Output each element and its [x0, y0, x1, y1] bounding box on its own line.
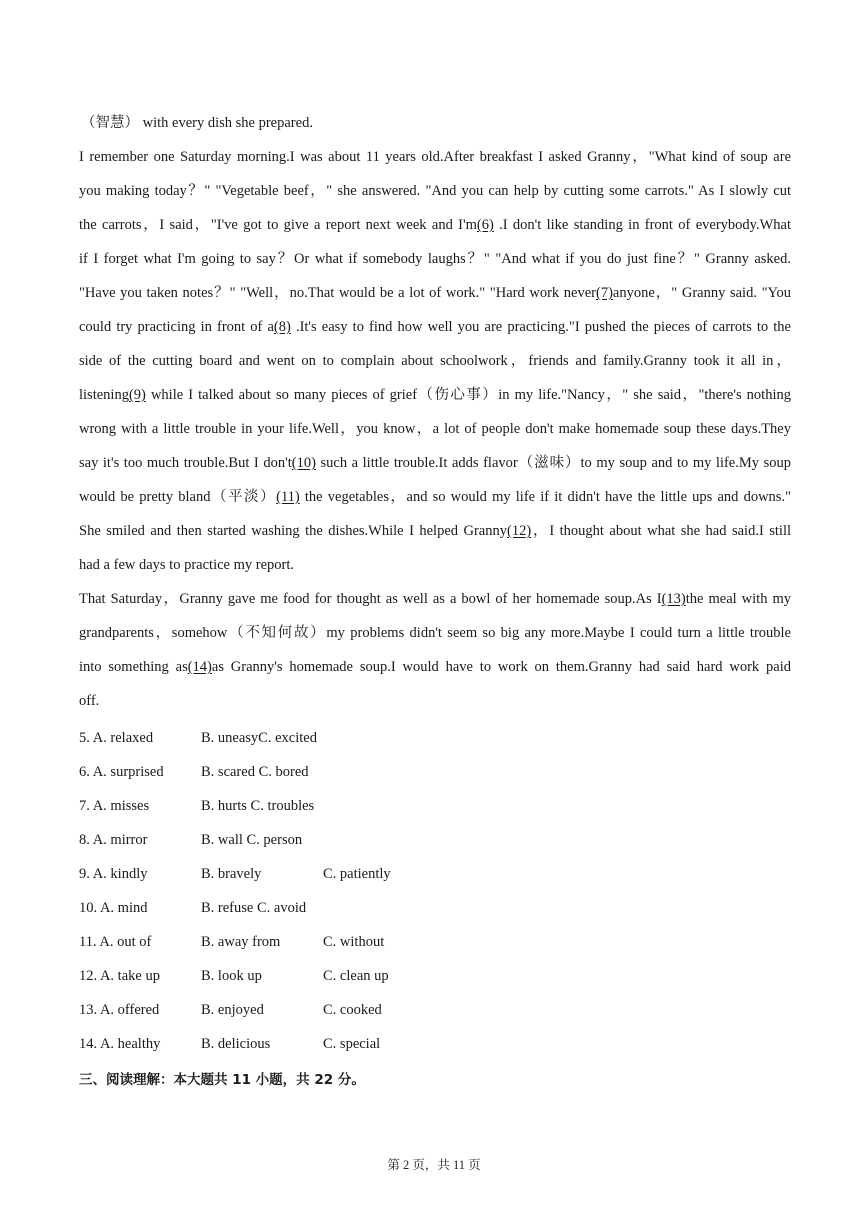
option-row — [79, 959, 479, 993]
passage-text: wrong with a little trouble in your life.Well，you know，a lot of people don't make homemade soup these days.They — [79, 421, 791, 437]
option-a: 11. A. out of — [79, 934, 152, 950]
option-a: 14. A. healthy — [79, 1036, 161, 1052]
option-row — [79, 721, 479, 755]
passage-line — [79, 412, 791, 446]
option-c: C. without — [323, 934, 385, 950]
passage-line — [79, 446, 791, 480]
option-row — [79, 857, 479, 891]
cloze-passage — [79, 106, 791, 718]
option-row — [79, 1027, 479, 1061]
option-b: B. away from — [201, 934, 281, 950]
blank-marker: (8) — [273, 319, 291, 335]
blank-marker: (9) — [128, 387, 146, 403]
passage-line — [79, 310, 791, 344]
option-c: C. patiently — [323, 866, 391, 882]
passage-line — [79, 514, 791, 548]
passage-text: would be pretty bland（平淡） — [79, 489, 277, 505]
option-row — [79, 823, 479, 857]
passage-text: while I talked about so many pieces of grief（伤心事）in my life."Nancy，" she said，"there's nothing — [145, 387, 791, 403]
passage-line — [79, 684, 791, 718]
answer-options — [79, 721, 479, 1061]
passage-text: .It's easy to find how well you are practicing."I pushed the pieces of carrots to the — [290, 319, 791, 335]
passage-text: .I don't like standing in front of everybody.What — [493, 217, 791, 233]
passage-line — [79, 344, 791, 378]
passage-line — [79, 242, 791, 276]
passage-text: side of the cutting board and went on to complain about schoolwork，friends and family.Granny took it all in， — [79, 353, 791, 369]
passage-line — [79, 582, 791, 616]
option-b: B. hurts C. troubles — [201, 798, 315, 814]
blank-marker: (7) — [596, 285, 613, 301]
passage-text: you making today？" "Vegetable beef，" she answered. "And you can help by cutting some carrots." As I slowly cut — [79, 183, 791, 199]
passage-text: the meal with my — [685, 591, 791, 607]
passage-text: （智慧） with every dish she prepared. — [81, 115, 313, 131]
blank-marker: (10) — [291, 455, 316, 471]
passage-text: the vegetables，and so would my life if it didn't have the little ups and downs." — [299, 489, 791, 505]
option-b: B. bravely — [201, 866, 262, 882]
blank-marker: (13) — [661, 591, 686, 607]
option-row — [79, 789, 479, 823]
passage-text: "Have you taken notes？" "Well，no.That would be a lot of work." "Hard work never — [79, 285, 596, 301]
passage-text: off. — [79, 693, 100, 709]
passage-line — [79, 140, 791, 174]
passage-text: as Granny's homemade soup.I would have to work on them.Granny had said hard work paid — [211, 659, 791, 675]
passage-text: say it's too much trouble.But I don't — [79, 455, 292, 471]
option-c: C. special — [323, 1036, 381, 1052]
passage-line — [79, 174, 791, 208]
passage-line — [79, 208, 791, 242]
passage-line — [79, 616, 791, 650]
option-a: 6. A. surprised — [79, 764, 164, 780]
option-row — [79, 993, 479, 1027]
option-b: B. look up — [201, 968, 262, 984]
option-c: C. cooked — [323, 1002, 382, 1018]
page-footer: 第 2 页，共 11 页 — [387, 1158, 481, 1172]
option-row — [79, 891, 479, 925]
option-row — [79, 755, 479, 789]
blank-marker: (14) — [187, 659, 212, 675]
passage-text: such a little trouble.It adds flavor（滋味）to my soup and to my life.My soup — [315, 455, 791, 471]
passage-line — [79, 378, 791, 412]
passage-text: had a few days to practice my report. — [79, 557, 294, 573]
passage-text: That Saturday，Granny gave me food for thought as well as a bowl of her homemade soup.As I — [79, 591, 662, 607]
passage-text: could try practicing in front of a — [79, 319, 274, 335]
passage-line — [79, 548, 791, 582]
passage-text: if I forget what I'm going to say？Or what if somebody laughs？" "And what if you do just fine？" Granny asked. — [79, 251, 791, 267]
passage-text: anyone，" Granny said. "You — [612, 285, 792, 301]
option-a: 5. A. relaxed — [79, 730, 154, 746]
passage-text: the carrots，I said，"I've got to give a report next week and I'm — [79, 217, 477, 233]
option-b: B. scared C. bored — [201, 764, 309, 780]
option-b: B. refuse C. avoid — [201, 900, 307, 916]
passage-text: listening — [79, 387, 129, 403]
blank-marker: (6) — [476, 217, 494, 233]
passage-text: She smiled and then started washing the dishes.While I helped Granny — [79, 523, 507, 539]
option-row — [79, 925, 479, 959]
passage-text: into something as — [79, 659, 188, 675]
blank-marker: (12) — [506, 523, 532, 539]
passage-line — [79, 480, 791, 514]
passage-line — [79, 650, 791, 684]
section-heading: 三、阅读理解：本大题共 11 小题，共 22 分。 — [79, 1072, 365, 1088]
option-a: 8. A. mirror — [79, 832, 148, 848]
option-c: C. clean up — [323, 968, 389, 984]
passage-line — [79, 106, 791, 140]
passage-text: I remember one Saturday morning.I was about 11 years old.After breakfast I asked Granny，"What kind of soup are — [79, 149, 791, 165]
passage-text: ，I thought about what she had said.I still — [531, 523, 792, 539]
passage-text: grandparents，somehow（不知何故）my problems didn't seem so big any more.Maybe I could turn a little trouble — [79, 625, 791, 641]
option-b: B. uneasyC. excited — [201, 730, 317, 746]
passage-line — [79, 276, 791, 310]
option-a: 7. A. misses — [79, 798, 150, 814]
option-b: B. delicious — [201, 1036, 271, 1052]
option-a: 10. A. mind — [79, 900, 148, 916]
option-b: B. wall C. person — [201, 832, 303, 848]
option-a: 9. A. kindly — [79, 866, 148, 882]
option-a: 12. A. take up — [79, 968, 160, 984]
blank-marker: (11) — [276, 489, 300, 505]
option-b: B. enjoyed — [201, 1002, 264, 1018]
option-a: 13. A. offered — [79, 1002, 160, 1018]
